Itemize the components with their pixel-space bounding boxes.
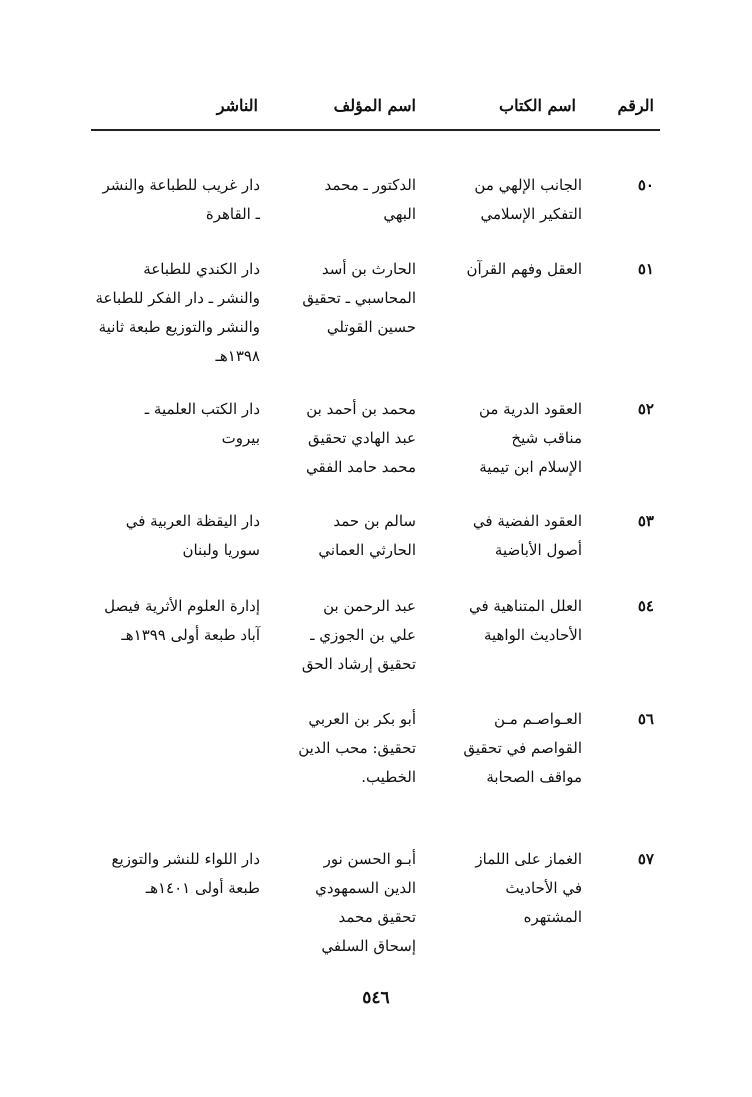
row-number: ٥٣ xyxy=(637,512,654,530)
book-publisher: إدارة العلوم الأثرية فيصل آباد طبعة أولى ١٣٩٩هـ xyxy=(104,597,260,644)
header-title: اسم الكتاب xyxy=(499,96,576,115)
book-title: العقود الدرية من مناقب شيخ الإسلام ابن تيمية xyxy=(478,400,582,476)
row-number: ٥١ xyxy=(637,260,654,278)
book-author: أبـو الحسن نور الدين السمهودي تحقيق محمد إسحاق السلفي xyxy=(315,850,416,955)
row-number: ٥٦ xyxy=(637,710,654,728)
header-divider xyxy=(91,129,660,131)
book-publisher: دار اليقظة العربية في سوريا ولبنان xyxy=(125,512,260,559)
book-title: الغماز على اللماز في الأحاديث المشتهره xyxy=(475,850,582,926)
book-publisher: دار اللواء للنشر والتوزيع طبعة أولى ١٤٠١هـ xyxy=(111,850,260,897)
book-author: محمد بن أحمد بن عبد الهادي تحقيق محمد حامد الفقي xyxy=(306,400,416,476)
book-publisher: دار الكندي للطباعة والنشر ـ دار الفكر للطباعة والنشر والتوزيع طبعة ثانية ١٣٩٨هـ xyxy=(95,260,260,365)
book-author: الدكتور ـ محمد البهي xyxy=(324,176,416,223)
book-author: أبو بكر بن العربي تحقيق: محب الدين الخطيب. xyxy=(298,710,416,786)
book-author: سالم بن حمد الحارثي العماني xyxy=(318,512,416,559)
row-number: ٥٠ xyxy=(637,176,654,194)
book-author: الحارث بن أسد المحاسبي ـ تحقيق حسين القوتلي xyxy=(302,260,416,336)
book-title: العلل المتناهية في الأحاديث الواهية xyxy=(468,597,582,644)
row-number: ٥٤ xyxy=(637,597,654,615)
row-number: ٥٧ xyxy=(637,850,654,868)
book-author: عبد الرحمن بن علي بن الجوزي ـ تحقيق إرشاد الحق xyxy=(301,597,416,673)
header-author: اسم المؤلف xyxy=(333,96,416,115)
book-title: الجانب الإلهي من التفكير الإسلامي xyxy=(474,176,582,223)
row-number: ٥٢ xyxy=(637,400,654,418)
header-number: الرقم xyxy=(617,96,654,115)
page-number: ٥٤٦ xyxy=(362,988,390,1008)
book-publisher: دار غريب للطباعة والنشر ـ القاهرة xyxy=(102,176,260,223)
book-title: العقود الفضية في أصول الأباضية xyxy=(472,512,582,559)
header-publisher: الناشر xyxy=(216,96,258,115)
book-title: العقل وفهم القرآن xyxy=(466,260,582,278)
book-title: العـواصـم مـن القواصم في تحقيق مواقف الصحابة xyxy=(463,710,582,786)
book-publisher: دار الكتب العلمية ـ بيروت xyxy=(144,400,260,447)
